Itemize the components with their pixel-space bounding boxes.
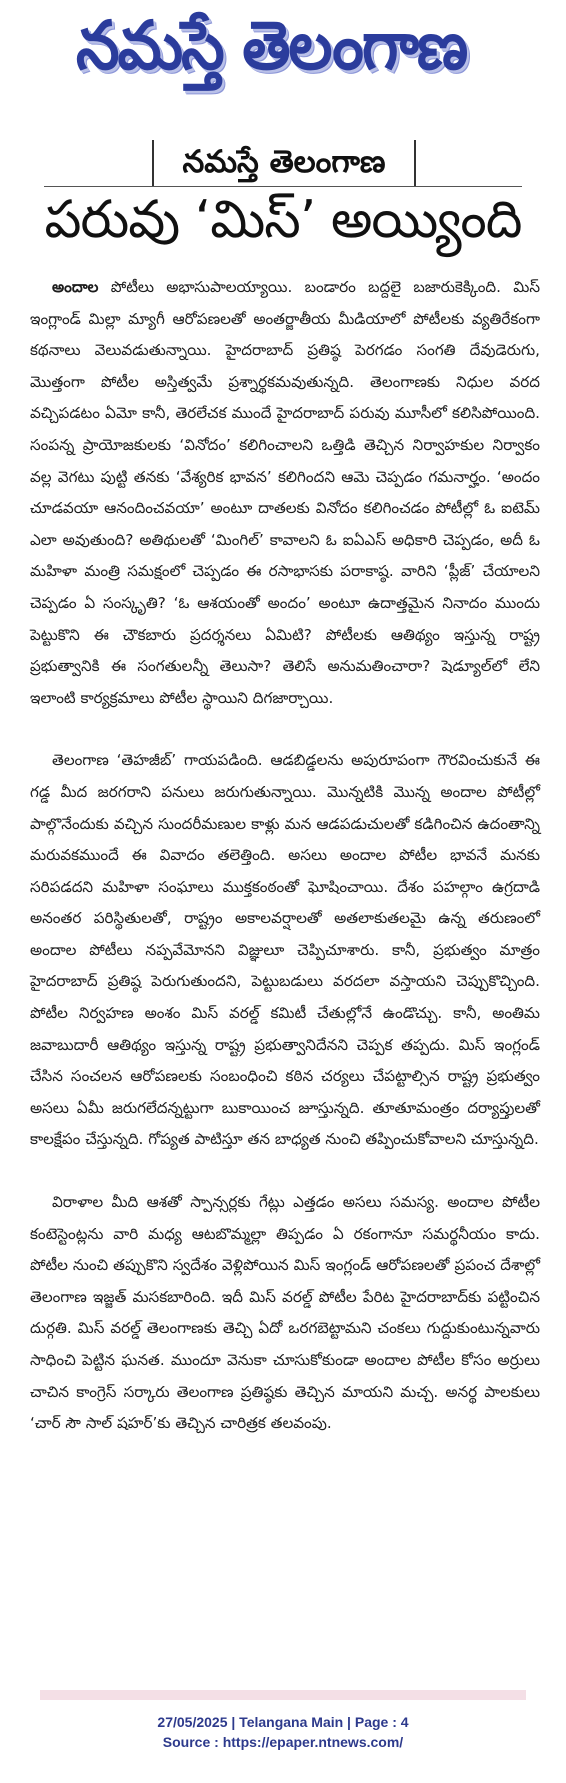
- footer: [0, 1712, 566, 1752]
- section-header-box: [152, 140, 416, 186]
- footer-source-link[interactable]: Source : https://epaper.ntnews.com/: [162, 1734, 404, 1750]
- headline: పరువు ‘మిస్’ అయ్యింది: [44, 190, 522, 250]
- paper-name: నమస్తే తెలంగాణ: [182, 144, 386, 180]
- footer-date-line: 27/05/2025 | Telangana Main | Page : 4: [157, 1714, 409, 1730]
- paragraph-text: విరాళాల మీది ఆశతో స్పాన్సర్లకు గేట్లు ఎత్తడం అసలు సమస్య. అందాల పోటీల కంటెస్టెంట్లను వారి మధ్య ఆటబొమ్మల్లా తిప్పడం ఏ రకంగానూ సమర్థనీయం కాదు. పోటీల నుంచి తప్పుకొని స్వదేశం వెళ్లిపోయిన మిస్ ఇంగ్లండ్ ఆరోపణలతో ప్రపంచ దేశాల్లో తెలంగాణ ఇజ్జత్ మసకబారింది. ఇదీ మిస్ వరల్డ్ పోటీల పేరిట హైదరాబాద్‌కు పట్టించిన దుర్గతి. మిస్ వరల్డ్ తెలంగాణకు తెచ్చి ఏదో ఒరగబెట్టామని చంకలు గుద్దుకుంటున్నవారు సాధించి పెట్టిన ఘనత. ముందూ వెనుకా చూసుకోకుండా అందాల పోటీల కోసం అర్రులు చాచిన కాంగ్రెస్ సర్కారు తెలంగాణ ప్రతిష్ఠకు తెచ్చిన మాయని మచ్చ. అనర్థ పాలకులు ‘చార్ సౌ సాల్ షహర్’కు తెచ్చిన చారిత్రక తలవంపు.: [30, 1193, 540, 1433]
- article-paragraph-2: [30, 745, 540, 1156]
- lead-word: అందాల: [52, 278, 99, 296]
- article-paragraph-1: [30, 272, 540, 714]
- paragraph-text: పోటీలు అభాసుపాలయ్యాయి. బండారం బద్దలై బజారుకెక్కింది. మిస్ ఇంగ్లాండ్ మిల్లా మ్యాగీ ఆరోపణలతో అంతర్జాతీయ మీడియాలో పోటీలకు వ్యతిరేకంగా కథనాలు వెలువడుతున్నాయి. హైదరాబాద్ ప్రతిష్ఠ పెరగడం సంగతి దేవుడెరుగు, మొత్తంగా పోటీల అస్తిత్వమే ప్రశ్నార్థకమవుతున్నది. తెలంగాణకు నిధుల వరద వచ్చిపడటం ఏమో కానీ, తెరలేచక ముందే హైదరాబాద్ పరువు మూసీలో కలిసిపోయింది. సంపన్న ప్రాయోజకులకు ‘వినోదం’ కలిగించాలని ఒత్తిడి తెచ్చిన నిర్వాహకుల నిర్వాకం వల్ల వెగటు పుట్టి తనకు ‘వేశ్యరిక భావన’ కలిగిందని ఆమె చెప్పడం గమనార్హం. ‘అందం చూడవయా ఆనందించవయా’ అంటూ దాతలకు వినోదం కలిగించడం పోటీల్లో ఓ ఐటెమ్ ఎలా అవుతుంది? అతిథులతో ‘మింగిల్’ కావాలని ఓ ఐఏఎస్ అధికారి చెప్పడం, అదీ ఓ మహిళా మంత్రి సమక్షంలో చెప్పడం ఈ రసాభాసకు పరాకాష్ఠ. వారిని ‘ప్లీజ్’ చేయాలని చెప్పడం ఏ సంస్కృతి? ‘ఓ ఆశయంతో అందం’ అంటూ ఉదాత్తమైన నినాదం ముందు పెట్టుకొని ఈ చౌకబారు ప్రదర్శనలు ఏమిటి? పోటీలకు ఆతిథ్యం ఇస్తున్న రాష్ట్ర ప్రభుత్వానికి ఈ సంగతులన్నీ తెలుసా? తెలిసే అనుమతించారా? షెడ్యూల్‌లో లేని ఇలాంటి కార్యక్రమాలు పోటీల స్థాయిని దిగజార్చాయి.: [30, 278, 541, 707]
- article-body: [30, 272, 540, 1471]
- headline-divider: [44, 186, 522, 187]
- footer-band: [40, 1690, 526, 1700]
- article-paragraph-3: [30, 1187, 540, 1440]
- masthead-logo: [0, 0, 566, 88]
- paragraph-text: తెలంగాణ ‘తెహజీబ్’ గాయపడింది. ఆడబిడ్డలను అపురూపంగా గౌరవించుకునే ఈ గడ్డ మీద జరగరాని పనులు జరుగుతున్నాయి. మొన్నటికి మొన్న అందాల పోటీల్లో పాల్గొనేందుకు వచ్చిన సుందరీమణుల కాళ్లు మన ఆడపడుచులతో కడిగించిన ఉదంతాన్ని మరువకముందే ఈ వివాదం తలెత్తింది. అసలు అందాల పోటీల భావనే మనకు సరిపడదని మహిళా సంఘాలు ముక్తకంఠంతో ఘోషించాయి. దేశం పహల్గాం ఉగ్రదాడి అనంతర పరిస్థితులతో, రాష్ట్రం అకాలవర్షాలతో అతలాకుతలమై ఉన్న తరుణంలో అందాల పోటీలు నప్పవేమోనని విజ్ఞులూ చెప్పిచూశారు. కానీ, ప్రభుత్వం మాత్రం హైదరాబాద్ ప్రతిష్ఠ పెరుగుతుందని, పెట్టుబడులు వరదలా వస్తాయని చెప్పుకొచ్చింది. పోటీల నిర్వహణ అంశం మిస్ వరల్డ్ కమిటీ చేతుల్లోనే ఉండొచ్చు. కానీ, అంతిమ జవాబుదారీ ఆతిథ్యం ఇస్తున్న రాష్ట్ర ప్రభుత్వానిదేనని చెప్పక తప్పదు. మిస్ ఇంగ్లండ్ చేసిన సంచలన ఆరోపణలకు సంబంధించి కఠిన చర్యలు చేపట్టాల్సిన రాష్ట్ర ప్రభుత్వం అసలు ఏమీ జరుగలేదన్నట్టుగా బుకాయించ జూస్తున్నది. తూతూమంత్రం దర్యాప్తులతో కాలక్షేపం చేస్తున్నది. గోప్యత పాటిస్తూ తన బాధ్యత నుంచి తప్పించుకోవాలని చూస్తున్నది.: [30, 751, 540, 1149]
- masthead-title: నమస్తే తెలంగాణ: [76, 6, 467, 85]
